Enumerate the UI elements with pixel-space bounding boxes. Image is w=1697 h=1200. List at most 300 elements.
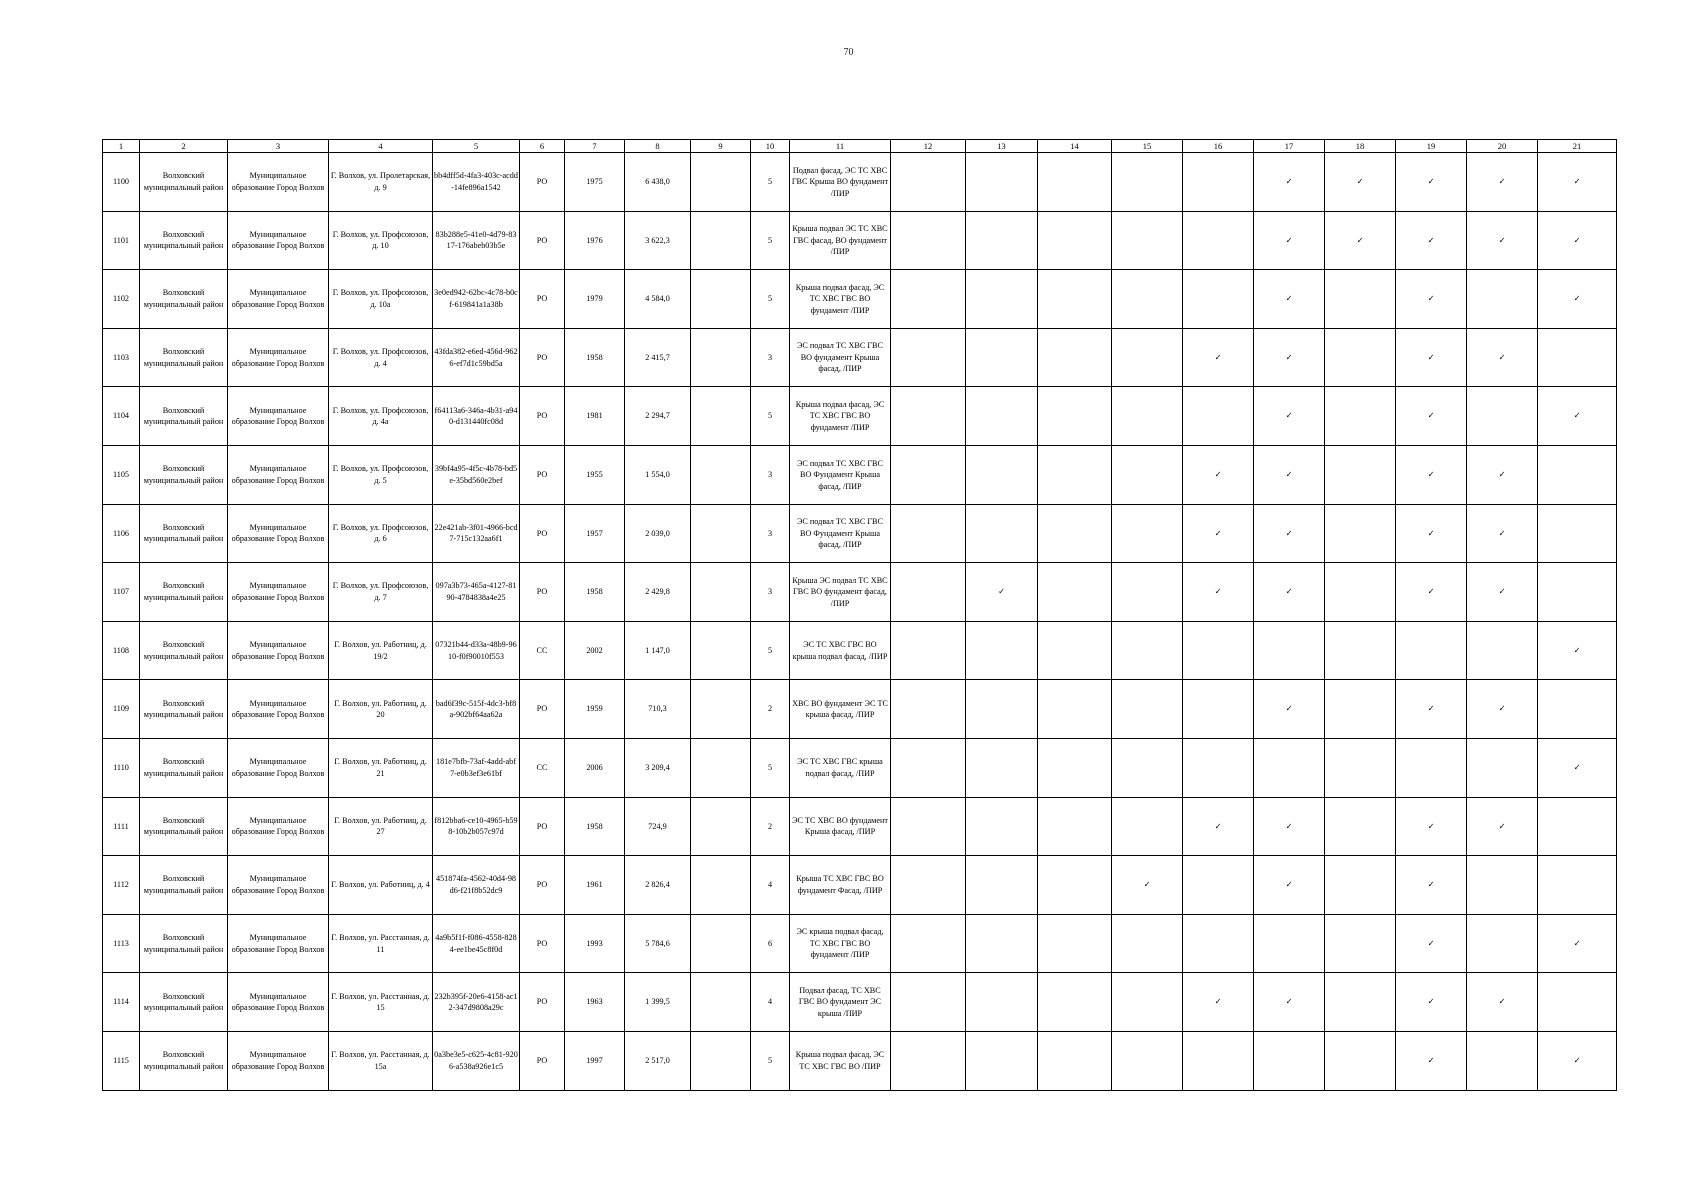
area-cell: 2 294,7 bbox=[625, 387, 691, 446]
empty-check-cell bbox=[1038, 680, 1112, 739]
column-header-5: 5 bbox=[433, 140, 520, 153]
municipality-cell: Муниципальное образование Город Волхов bbox=[228, 387, 329, 446]
empty-check-cell bbox=[1325, 856, 1396, 915]
ownership-type-cell: РО bbox=[520, 153, 565, 212]
works-list-cell: Крыша подвал ЭС ТС ХВС ГВС фасад, ВО фундамент /ПИР bbox=[790, 211, 891, 270]
table-row bbox=[103, 797, 1617, 856]
column-9-cell bbox=[691, 563, 751, 622]
empty-check-cell bbox=[1112, 153, 1183, 212]
works-list-cell: Подвал фасад, ЭС ТС ХВС ГВС Крыша ВО фундамент /ПИР bbox=[790, 153, 891, 212]
empty-check-cell bbox=[1183, 1031, 1254, 1090]
municipality-cell: Муниципальное образование Город Волхов bbox=[228, 621, 329, 680]
floors-cell: 5 bbox=[751, 1031, 790, 1090]
house-guid-cell: 07321b44-d33a-48b9-9610-f0f90010f553 bbox=[433, 621, 520, 680]
row-number-cell: 1100 bbox=[103, 153, 140, 212]
house-guid-cell: 451874fa-4562-40d4-98d6-f21f8b52dc9 bbox=[433, 856, 520, 915]
works-list-cell: Крыша ТС ХВС ГВС ВО фундамент Фасад, /ПИР bbox=[790, 856, 891, 915]
empty-check-cell bbox=[1112, 680, 1183, 739]
column-9-cell bbox=[691, 211, 751, 270]
address-cell: Г. Волхов, ул. Работниц, д. 21 bbox=[329, 738, 433, 797]
build-year-cell: 1997 bbox=[565, 1031, 625, 1090]
column-header-19: 19 bbox=[1396, 140, 1467, 153]
check-mark-icon: ✓ bbox=[1396, 797, 1467, 856]
column-header-8: 8 bbox=[625, 140, 691, 153]
column-header-13: 13 bbox=[966, 140, 1038, 153]
empty-check-cell bbox=[1325, 797, 1396, 856]
works-list-cell: Крыша ЭС подвал ТС ХВС ГВС ВО фундамент фасад, /ПИР bbox=[790, 563, 891, 622]
page-number: 70 bbox=[843, 47, 854, 58]
column-9-cell bbox=[691, 621, 751, 680]
empty-check-cell bbox=[966, 211, 1038, 270]
check-mark-icon: ✓ bbox=[1396, 1031, 1467, 1090]
area-cell: 3 209,4 bbox=[625, 738, 691, 797]
empty-check-cell bbox=[891, 153, 966, 212]
check-mark-icon: ✓ bbox=[1325, 153, 1396, 212]
empty-check-cell bbox=[1183, 621, 1254, 680]
address-cell: Г. Волхов, ул. Работниц, д. 27 bbox=[329, 797, 433, 856]
empty-check-cell bbox=[966, 680, 1038, 739]
district-cell: Волховский муниципальный район bbox=[140, 153, 228, 212]
check-mark-icon: ✓ bbox=[1325, 211, 1396, 270]
build-year-cell: 1976 bbox=[565, 211, 625, 270]
floors-cell: 5 bbox=[751, 387, 790, 446]
municipality-cell: Муниципальное образование Город Волхов bbox=[228, 914, 329, 973]
column-9-cell bbox=[691, 153, 751, 212]
check-mark-icon: ✓ bbox=[1254, 211, 1325, 270]
row-number-cell: 1113 bbox=[103, 914, 140, 973]
check-mark-icon: ✓ bbox=[1538, 621, 1617, 680]
empty-check-cell bbox=[1038, 738, 1112, 797]
address-cell: Г. Волхов, ул. Расстанная, д. 11 bbox=[329, 914, 433, 973]
empty-check-cell bbox=[966, 445, 1038, 504]
check-mark-icon: ✓ bbox=[1254, 504, 1325, 563]
works-list-cell: ЭС подвал ТС ХВС ГВС ВО Фундамент Крыша фасад, /ПИР bbox=[790, 504, 891, 563]
empty-check-cell bbox=[1467, 1031, 1538, 1090]
ownership-type-cell: РО bbox=[520, 270, 565, 329]
column-header-21: 21 bbox=[1538, 140, 1617, 153]
column-header-9: 9 bbox=[691, 140, 751, 153]
table-row bbox=[103, 914, 1617, 973]
empty-check-cell bbox=[1112, 504, 1183, 563]
check-mark-icon: ✓ bbox=[1467, 328, 1538, 387]
empty-check-cell bbox=[1467, 738, 1538, 797]
works-list-cell: Подвал фасад, ТС ХВС ГВС ВО фундамент ЭС крыша /ПИР bbox=[790, 973, 891, 1032]
column-9-cell bbox=[691, 328, 751, 387]
build-year-cell: 2006 bbox=[565, 738, 625, 797]
empty-check-cell bbox=[1538, 445, 1617, 504]
check-mark-icon: ✓ bbox=[1538, 1031, 1617, 1090]
empty-check-cell bbox=[1038, 797, 1112, 856]
table-row bbox=[103, 445, 1617, 504]
ownership-type-cell: РО bbox=[520, 563, 565, 622]
municipality-cell: Муниципальное образование Город Волхов bbox=[228, 797, 329, 856]
empty-check-cell bbox=[1038, 973, 1112, 1032]
table-row bbox=[103, 328, 1617, 387]
address-cell: Г. Волхов, ул. Профсоюзов, д. 10а bbox=[329, 270, 433, 329]
empty-check-cell bbox=[1112, 328, 1183, 387]
check-mark-icon: ✓ bbox=[1538, 270, 1617, 329]
municipality-cell: Муниципальное образование Город Волхов bbox=[228, 445, 329, 504]
table-body bbox=[103, 153, 1617, 1091]
empty-check-cell bbox=[891, 563, 966, 622]
empty-check-cell bbox=[1038, 563, 1112, 622]
works-list-cell: Крыша подвал фасад, ЭС ТС ХВС ГВС ВО фундамент /ПИР bbox=[790, 270, 891, 329]
works-list-cell: ЭС ТС ХВС ГВС ВО крыша подвал фасад, /ПИР bbox=[790, 621, 891, 680]
check-mark-icon: ✓ bbox=[1538, 738, 1617, 797]
empty-check-cell bbox=[1325, 270, 1396, 329]
municipality-cell: Муниципальное образование Город Волхов bbox=[228, 270, 329, 329]
column-9-cell bbox=[691, 680, 751, 739]
area-cell: 2 826,4 bbox=[625, 856, 691, 915]
ownership-type-cell: РО bbox=[520, 680, 565, 739]
build-year-cell: 1957 bbox=[565, 504, 625, 563]
check-mark-icon: ✓ bbox=[1538, 387, 1617, 446]
empty-check-cell bbox=[1112, 387, 1183, 446]
empty-check-cell bbox=[1467, 270, 1538, 329]
check-mark-icon: ✓ bbox=[1254, 856, 1325, 915]
address-cell: Г. Волхов, ул. Профсоюзов, д. 7 bbox=[329, 563, 433, 622]
empty-check-cell bbox=[891, 797, 966, 856]
column-9-cell bbox=[691, 270, 751, 329]
empty-check-cell bbox=[1038, 153, 1112, 212]
empty-check-cell bbox=[1038, 211, 1112, 270]
district-cell: Волховский муниципальный район bbox=[140, 973, 228, 1032]
empty-check-cell bbox=[1183, 914, 1254, 973]
table-row bbox=[103, 387, 1617, 446]
ownership-type-cell: РО bbox=[520, 797, 565, 856]
empty-check-cell bbox=[891, 270, 966, 329]
empty-check-cell bbox=[1183, 680, 1254, 739]
ownership-type-cell: РО bbox=[520, 328, 565, 387]
floors-cell: 4 bbox=[751, 856, 790, 915]
empty-check-cell bbox=[1325, 563, 1396, 622]
floors-cell: 2 bbox=[751, 797, 790, 856]
check-mark-icon: ✓ bbox=[1538, 153, 1617, 212]
floors-cell: 2 bbox=[751, 680, 790, 739]
check-mark-icon: ✓ bbox=[1183, 445, 1254, 504]
row-number-cell: 1104 bbox=[103, 387, 140, 446]
empty-check-cell bbox=[891, 211, 966, 270]
area-cell: 2 039,0 bbox=[625, 504, 691, 563]
works-list-cell: Крыша подвал фасад, ЭС ТС ХВС ГВС ВО /ПИР bbox=[790, 1031, 891, 1090]
house-guid-cell: f64113a6-346a-4b31-a940-d131440fc08d bbox=[433, 387, 520, 446]
ownership-type-cell: РО bbox=[520, 445, 565, 504]
area-cell: 1 554,0 bbox=[625, 445, 691, 504]
column-header-1: 1 bbox=[103, 140, 140, 153]
build-year-cell: 1958 bbox=[565, 797, 625, 856]
column-header-11: 11 bbox=[790, 140, 891, 153]
check-mark-icon: ✓ bbox=[1183, 328, 1254, 387]
floors-cell: 6 bbox=[751, 914, 790, 973]
works-list-cell: ЭС ТС ХВС ГВС крыша подвал фасад, /ПИР bbox=[790, 738, 891, 797]
empty-check-cell bbox=[891, 1031, 966, 1090]
build-year-cell: 1955 bbox=[565, 445, 625, 504]
empty-check-cell bbox=[1538, 973, 1617, 1032]
works-list-cell: ЭС крыша подвал фасад, ТС ХВС ГВС ВО фундамент /ПИР bbox=[790, 914, 891, 973]
floors-cell: 4 bbox=[751, 973, 790, 1032]
empty-check-cell bbox=[1112, 621, 1183, 680]
column-header-6: 6 bbox=[520, 140, 565, 153]
column-9-cell bbox=[691, 914, 751, 973]
address-cell: Г. Волхов, ул. Расстанная, д. 15 bbox=[329, 973, 433, 1032]
area-cell: 1 399,5 bbox=[625, 973, 691, 1032]
column-header-12: 12 bbox=[891, 140, 966, 153]
district-cell: Волховский муниципальный район bbox=[140, 1031, 228, 1090]
row-number-cell: 1101 bbox=[103, 211, 140, 270]
column-9-cell bbox=[691, 504, 751, 563]
check-mark-icon: ✓ bbox=[1183, 973, 1254, 1032]
empty-check-cell bbox=[891, 621, 966, 680]
empty-check-cell bbox=[966, 797, 1038, 856]
column-9-cell bbox=[691, 973, 751, 1032]
district-cell: Волховский муниципальный район bbox=[140, 445, 228, 504]
house-guid-cell: 3e0ed942-62bc-4c78-b0cf-619841a1a38b bbox=[433, 270, 520, 329]
column-9-cell bbox=[691, 387, 751, 446]
empty-check-cell bbox=[1183, 211, 1254, 270]
column-header-3: 3 bbox=[228, 140, 329, 153]
empty-check-cell bbox=[891, 680, 966, 739]
build-year-cell: 1963 bbox=[565, 973, 625, 1032]
table-row bbox=[103, 270, 1617, 329]
district-cell: Волховский муниципальный район bbox=[140, 680, 228, 739]
row-number-cell: 1106 bbox=[103, 504, 140, 563]
empty-check-cell bbox=[1038, 856, 1112, 915]
empty-check-cell bbox=[1112, 797, 1183, 856]
empty-check-cell bbox=[1538, 504, 1617, 563]
build-year-cell: 1979 bbox=[565, 270, 625, 329]
address-cell: Г. Волхов, ул. Профсоюзов, д. 6 bbox=[329, 504, 433, 563]
district-cell: Волховский муниципальный район bbox=[140, 328, 228, 387]
build-year-cell: 1981 bbox=[565, 387, 625, 446]
district-cell: Волховский муниципальный район bbox=[140, 621, 228, 680]
check-mark-icon: ✓ bbox=[1467, 504, 1538, 563]
empty-check-cell bbox=[1538, 563, 1617, 622]
floors-cell: 5 bbox=[751, 738, 790, 797]
empty-check-cell bbox=[1538, 328, 1617, 387]
build-year-cell: 1958 bbox=[565, 563, 625, 622]
empty-check-cell bbox=[1467, 856, 1538, 915]
check-mark-icon: ✓ bbox=[1396, 856, 1467, 915]
check-mark-icon: ✓ bbox=[1183, 797, 1254, 856]
check-mark-icon: ✓ bbox=[1254, 387, 1325, 446]
municipality-cell: Муниципальное образование Город Волхов bbox=[228, 738, 329, 797]
empty-check-cell bbox=[1038, 621, 1112, 680]
works-list-cell: ХВС ВО фундамент ЭС ТС крыша фасад, /ПИР bbox=[790, 680, 891, 739]
check-mark-icon: ✓ bbox=[1467, 680, 1538, 739]
house-guid-cell: 097a3b73-465a-4127-8190-4784838a4e25 bbox=[433, 563, 520, 622]
house-guid-cell: f812bba6-ce10-4965-b598-10b2b057c97d bbox=[433, 797, 520, 856]
municipality-cell: Муниципальное образование Город Волхов bbox=[228, 1031, 329, 1090]
check-mark-icon: ✓ bbox=[1254, 797, 1325, 856]
build-year-cell: 1961 bbox=[565, 856, 625, 915]
table-row bbox=[103, 856, 1617, 915]
check-mark-icon: ✓ bbox=[1538, 211, 1617, 270]
check-mark-icon: ✓ bbox=[1396, 445, 1467, 504]
row-number-cell: 1107 bbox=[103, 563, 140, 622]
address-cell: Г. Волхов, ул. Пролетарская, д. 9 bbox=[329, 153, 433, 212]
empty-check-cell bbox=[966, 1031, 1038, 1090]
check-mark-icon: ✓ bbox=[1396, 328, 1467, 387]
address-cell: Г. Волхов, ул. Профсоюзов, д. 4а bbox=[329, 387, 433, 446]
empty-check-cell bbox=[1396, 621, 1467, 680]
district-cell: Волховский муниципальный район bbox=[140, 797, 228, 856]
row-number-cell: 1110 bbox=[103, 738, 140, 797]
empty-check-cell bbox=[1325, 914, 1396, 973]
column-header-17: 17 bbox=[1254, 140, 1325, 153]
table-row bbox=[103, 504, 1617, 563]
build-year-cell: 1975 bbox=[565, 153, 625, 212]
empty-check-cell bbox=[1325, 445, 1396, 504]
house-guid-cell: 0a3be3e5-c625-4c81-9206-a538a926e1c5 bbox=[433, 1031, 520, 1090]
floors-cell: 3 bbox=[751, 445, 790, 504]
municipality-cell: Муниципальное образование Город Волхов bbox=[228, 328, 329, 387]
municipality-cell: Муниципальное образование Город Волхов bbox=[228, 856, 329, 915]
empty-check-cell bbox=[1038, 387, 1112, 446]
empty-check-cell bbox=[1325, 680, 1396, 739]
empty-check-cell bbox=[1325, 1031, 1396, 1090]
floors-cell: 3 bbox=[751, 504, 790, 563]
build-year-cell: 1959 bbox=[565, 680, 625, 739]
municipality-cell: Муниципальное образование Город Волхов bbox=[228, 973, 329, 1032]
district-cell: Волховский муниципальный район bbox=[140, 856, 228, 915]
empty-check-cell bbox=[966, 387, 1038, 446]
column-header-15: 15 bbox=[1112, 140, 1183, 153]
empty-check-cell bbox=[1467, 387, 1538, 446]
table-row bbox=[103, 563, 1617, 622]
empty-check-cell bbox=[1183, 153, 1254, 212]
ownership-type-cell: РО bbox=[520, 211, 565, 270]
empty-check-cell bbox=[1325, 738, 1396, 797]
check-mark-icon: ✓ bbox=[1396, 387, 1467, 446]
house-guid-cell: 4a9b5f1f-f086-4558-8284-ee1be45c8f0d bbox=[433, 914, 520, 973]
column-header-20: 20 bbox=[1467, 140, 1538, 153]
ownership-type-cell: РО bbox=[520, 387, 565, 446]
empty-check-cell bbox=[891, 914, 966, 973]
district-cell: Волховский муниципальный район bbox=[140, 914, 228, 973]
municipality-cell: Муниципальное образование Город Волхов bbox=[228, 211, 329, 270]
empty-check-cell bbox=[1467, 621, 1538, 680]
column-9-cell bbox=[691, 445, 751, 504]
column-header-18: 18 bbox=[1325, 140, 1396, 153]
address-cell: Г. Волхов, ул. Профсоюзов, д. 4 bbox=[329, 328, 433, 387]
check-mark-icon: ✓ bbox=[1112, 856, 1183, 915]
empty-check-cell bbox=[1112, 914, 1183, 973]
check-mark-icon: ✓ bbox=[1254, 153, 1325, 212]
floors-cell: 5 bbox=[751, 270, 790, 329]
works-list-cell: ЭС ТС ХВС ВО фундамент Крыша фасад, /ПИР bbox=[790, 797, 891, 856]
floors-cell: 5 bbox=[751, 153, 790, 212]
house-guid-cell: bb4dff5d-4fa3-403c-acdd-14fe896a1542 bbox=[433, 153, 520, 212]
empty-check-cell bbox=[1112, 211, 1183, 270]
district-cell: Волховский муниципальный район bbox=[140, 563, 228, 622]
district-cell: Волховский муниципальный район bbox=[140, 738, 228, 797]
floors-cell: 5 bbox=[751, 211, 790, 270]
check-mark-icon: ✓ bbox=[1254, 445, 1325, 504]
row-number-cell: 1108 bbox=[103, 621, 140, 680]
empty-check-cell bbox=[1538, 680, 1617, 739]
empty-check-cell bbox=[1254, 914, 1325, 973]
empty-check-cell bbox=[1325, 328, 1396, 387]
empty-check-cell bbox=[966, 738, 1038, 797]
house-guid-cell: 22e421ab-3f01-4966-bcd7-715c132aa6f1 bbox=[433, 504, 520, 563]
check-mark-icon: ✓ bbox=[1396, 153, 1467, 212]
table-row bbox=[103, 973, 1617, 1032]
empty-check-cell bbox=[891, 445, 966, 504]
empty-check-cell bbox=[1254, 738, 1325, 797]
check-mark-icon: ✓ bbox=[1183, 563, 1254, 622]
works-list-cell: ЭС подвал ТС ХВС ГВС ВО фундамент Крыша фасад, /ПИР bbox=[790, 328, 891, 387]
empty-check-cell bbox=[966, 973, 1038, 1032]
empty-check-cell bbox=[1038, 504, 1112, 563]
empty-check-cell bbox=[1325, 973, 1396, 1032]
build-year-cell: 1958 bbox=[565, 328, 625, 387]
empty-check-cell bbox=[966, 328, 1038, 387]
row-number-cell: 1114 bbox=[103, 973, 140, 1032]
empty-check-cell bbox=[1112, 738, 1183, 797]
check-mark-icon: ✓ bbox=[1467, 153, 1538, 212]
column-9-cell bbox=[691, 856, 751, 915]
check-mark-icon: ✓ bbox=[1396, 270, 1467, 329]
check-mark-icon: ✓ bbox=[1254, 270, 1325, 329]
floors-cell: 3 bbox=[751, 563, 790, 622]
empty-check-cell bbox=[891, 738, 966, 797]
check-mark-icon: ✓ bbox=[1396, 914, 1467, 973]
empty-check-cell bbox=[966, 621, 1038, 680]
check-mark-icon: ✓ bbox=[1183, 504, 1254, 563]
column-header-16: 16 bbox=[1183, 140, 1254, 153]
check-mark-icon: ✓ bbox=[1467, 211, 1538, 270]
area-cell: 3 622,3 bbox=[625, 211, 691, 270]
house-guid-cell: 43fda382-e6ed-456d-9626-ef7d1c59bd5a bbox=[433, 328, 520, 387]
works-list-cell: ЭС подвал ТС ХВС ГВС ВО Фундамент Крыша фасад, /ПИР bbox=[790, 445, 891, 504]
check-mark-icon: ✓ bbox=[1467, 797, 1538, 856]
column-9-cell bbox=[691, 738, 751, 797]
empty-check-cell bbox=[1112, 1031, 1183, 1090]
row-number-cell: 1112 bbox=[103, 856, 140, 915]
row-number-cell: 1115 bbox=[103, 1031, 140, 1090]
check-mark-icon: ✓ bbox=[1254, 680, 1325, 739]
column-header-14: 14 bbox=[1038, 140, 1112, 153]
area-cell: 1 147,0 bbox=[625, 621, 691, 680]
empty-check-cell bbox=[1325, 504, 1396, 563]
area-cell: 2 517,0 bbox=[625, 1031, 691, 1090]
ownership-type-cell: РО bbox=[520, 856, 565, 915]
check-mark-icon: ✓ bbox=[966, 563, 1038, 622]
municipality-cell: Муниципальное образование Город Волхов bbox=[228, 153, 329, 212]
column-header-2: 2 bbox=[140, 140, 228, 153]
column-header-4: 4 bbox=[329, 140, 433, 153]
area-cell: 2 429,8 bbox=[625, 563, 691, 622]
municipality-cell: Муниципальное образование Город Волхов bbox=[228, 563, 329, 622]
check-mark-icon: ✓ bbox=[1396, 504, 1467, 563]
empty-check-cell bbox=[966, 856, 1038, 915]
empty-check-cell bbox=[1254, 1031, 1325, 1090]
empty-check-cell bbox=[1038, 328, 1112, 387]
row-number-cell: 1105 bbox=[103, 445, 140, 504]
area-cell: 2 415,7 bbox=[625, 328, 691, 387]
table-row bbox=[103, 1031, 1617, 1090]
address-cell: Г. Волхов, ул. Работниц, д. 20 bbox=[329, 680, 433, 739]
empty-check-cell bbox=[1254, 621, 1325, 680]
column-9-cell bbox=[691, 797, 751, 856]
floors-cell: 3 bbox=[751, 328, 790, 387]
empty-check-cell bbox=[1038, 445, 1112, 504]
check-mark-icon: ✓ bbox=[1467, 563, 1538, 622]
district-cell: Волховский муниципальный район bbox=[140, 387, 228, 446]
empty-check-cell bbox=[1325, 387, 1396, 446]
area-cell: 4 584,0 bbox=[625, 270, 691, 329]
ownership-type-cell: РО bbox=[520, 1031, 565, 1090]
